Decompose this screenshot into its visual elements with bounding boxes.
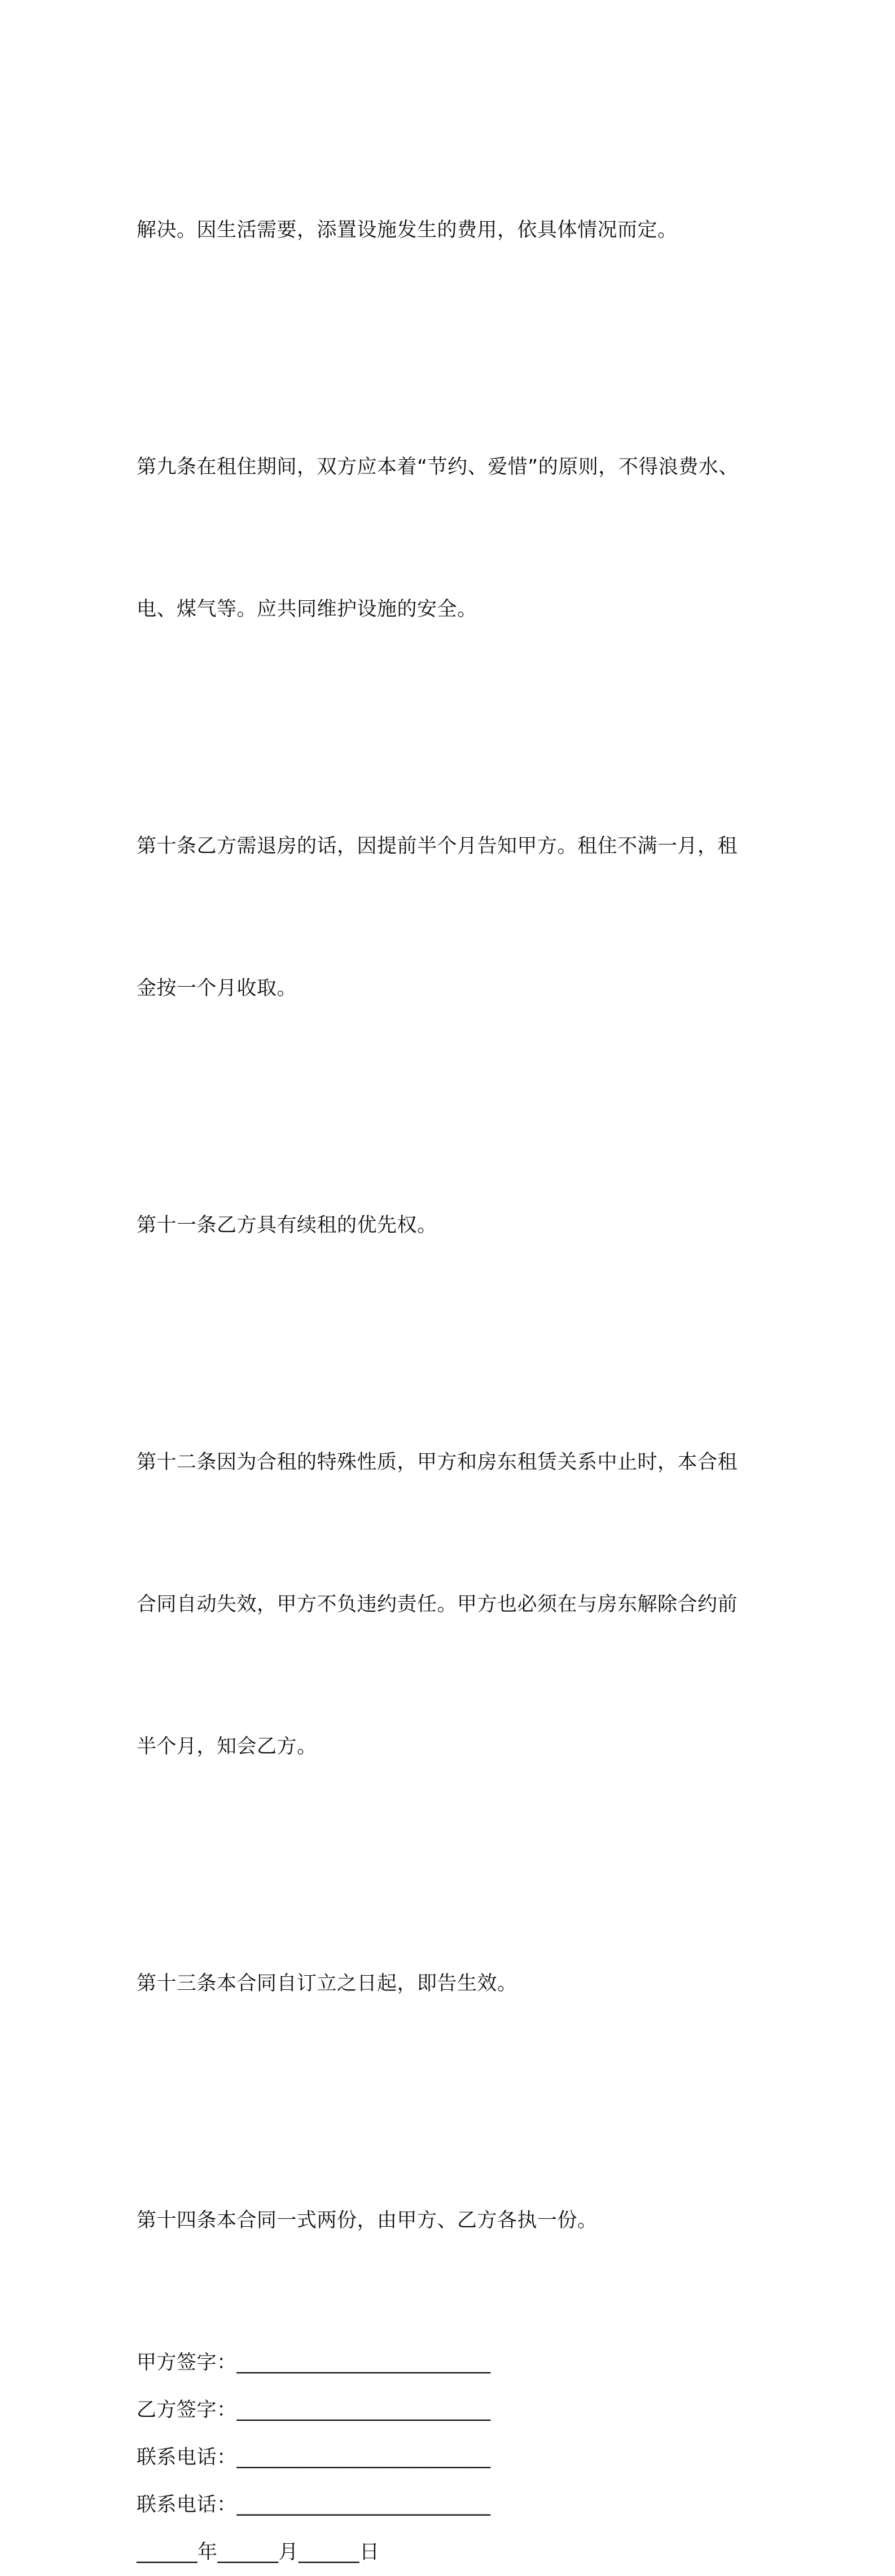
text-line: 第十四条本合同一式两份，由甲方、乙方各执一份。 bbox=[137, 2209, 598, 2232]
text-line: 第十一条乙方具有续租的优先权。 bbox=[137, 1214, 437, 1237]
paragraph-article-12 bbox=[137, 1344, 769, 1865]
party-b-signature-line: 乙方签字：_________________________ bbox=[137, 2399, 491, 2421]
party-a-signature-line: 甲方签字：_________________________ bbox=[137, 2351, 491, 2374]
paragraph-article-14 bbox=[137, 2102, 769, 2339]
contact-phone-line: 联系电话：_________________________ bbox=[137, 2446, 491, 2469]
text-line: 第十三条本合同自订立之日起，即告生效。 bbox=[137, 1972, 517, 1995]
text-line: 第十二条因为合租的特殊性质，甲方和房东租赁关系中止时，本合租 bbox=[137, 1451, 738, 1474]
text-line: 合同自动失效，甲方不负违约责任。甲方也必须在与房东解除合约前 bbox=[137, 1593, 738, 1616]
text-line: 金按一个月收取。 bbox=[137, 977, 297, 1000]
text-line: 半个月，知会乙方。 bbox=[137, 1735, 317, 1758]
paragraph-article-13 bbox=[137, 1865, 769, 2102]
document-body bbox=[137, 112, 769, 2576]
date-line: ______年______月______日 bbox=[137, 2541, 380, 2564]
text-line: 解决。因生活需要，添置设施发生的费用，依具体情况而定。 bbox=[137, 219, 678, 241]
paragraph-resolution bbox=[137, 112, 769, 349]
paragraph-article-9 bbox=[137, 349, 769, 728]
paragraph-article-10 bbox=[137, 728, 769, 1107]
contact-phone-line: 联系电话：_________________________ bbox=[137, 2494, 491, 2516]
paragraph-article-11 bbox=[137, 1107, 769, 1344]
text-line: 电、煤气等。应共同维护设施的安全。 bbox=[137, 598, 477, 621]
signature-block bbox=[137, 2339, 769, 2576]
text-line: 第十条乙方需退房的话，因提前半个月告知甲方。租住不满一月，租 bbox=[137, 835, 738, 858]
text-line: 第九条在租住期间，双方应本着“节约、爱惜”的原则，不得浪费水、 bbox=[137, 456, 739, 478]
